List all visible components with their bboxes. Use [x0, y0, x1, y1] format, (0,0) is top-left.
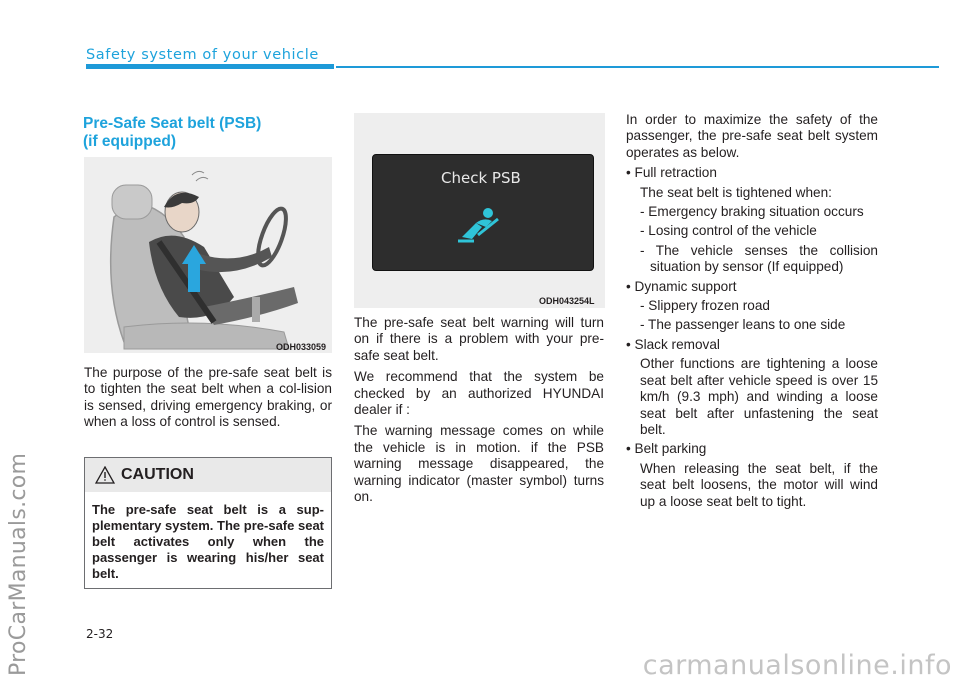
caution-text: The pre-safe seat belt is a sup-plementary system. The pre-safe seat belt activates only when the passenger is wearing his/her seat belt. [92, 502, 324, 581]
operation-intro: In order to maximize the safety of the passenger, the pre-safe seat belt system operates as below. [626, 112, 878, 160]
warning-triangle-icon [95, 466, 115, 484]
figure-caption-1: ODH033059 [276, 342, 327, 352]
slack-removal-text: Other functions are tightening a loose seat belt after vehicle speed is over 15 km/h (9.3 mph) and winding a loose seat belt after unfastening the seat belt. [640, 356, 878, 437]
header-accent-bar [86, 64, 334, 69]
purpose-text: The purpose of the pre-safe seat belt is to tighten the seat belt when a col-lision is sensed, driving emergency braking, or when a loss of control is sensed. [84, 365, 332, 430]
caution-title: CAUTION [121, 466, 194, 483]
dynamic-case-1: - Slippery frozen road [640, 298, 770, 314]
full-retraction-text: The seat belt is tightened when: [640, 184, 832, 200]
seatbelt-warning-icon [456, 205, 502, 245]
bullet-belt-parking: • Belt parking [626, 441, 707, 457]
bullet-dynamic-support: • Dynamic support [626, 278, 737, 294]
figure-driver-illustration [84, 157, 332, 353]
psb-warning-display [372, 154, 594, 271]
bullet-slack-removal: • Slack removal [626, 336, 720, 352]
operation-list [626, 112, 878, 510]
section-header-title: Safety system of your vehicle [86, 47, 319, 63]
retraction-case-2: - Losing control of the vehicle [640, 223, 817, 239]
bottom-watermark: carmanualsonline.info [642, 650, 952, 681]
warning-text-1: The pre-safe seat belt warning will turn on if there is a problem with your pre-safe seat belt. [354, 315, 604, 363]
intro-paragraph [84, 365, 332, 436]
caution-box [84, 457, 332, 589]
side-watermark: ProCarManuals.com [6, 452, 31, 676]
page-title [83, 115, 333, 151]
display-message: Check PSB [441, 169, 521, 187]
figure-caption-2: ODH043254L [539, 296, 595, 306]
dynamic-case-2: - The passenger leans to one side [640, 317, 846, 333]
caution-header [85, 458, 331, 492]
header-rule [336, 66, 939, 68]
title-line-2: (if equipped) [83, 133, 176, 150]
retraction-case-1: - Emergency braking situation occurs [640, 204, 864, 220]
page-number: 2-32 [86, 627, 114, 641]
warning-paragraphs [354, 315, 604, 510]
retraction-case-3: - The vehicle senses the collision situation by sensor (If equipped) [640, 242, 878, 275]
driver-seatbelt-illustration-icon [84, 157, 332, 353]
warning-text-3: The warning message comes on while the vehicle is in motion. if the PSB warning message disappeared, the warning indicator (master symbol) turns on. [354, 423, 604, 505]
belt-parking-text: When releasing the seat belt, if the seat belt loosens, the motor will wind up a loose seat belt to tight. [640, 460, 878, 509]
warning-text-2: We recommend that the system be checked by an authorized HYUNDAI dealer if : [354, 369, 604, 418]
bullet-full-retraction: • Full retraction [626, 165, 717, 181]
title-line-1: Pre-Safe Seat belt (PSB) [83, 115, 262, 132]
